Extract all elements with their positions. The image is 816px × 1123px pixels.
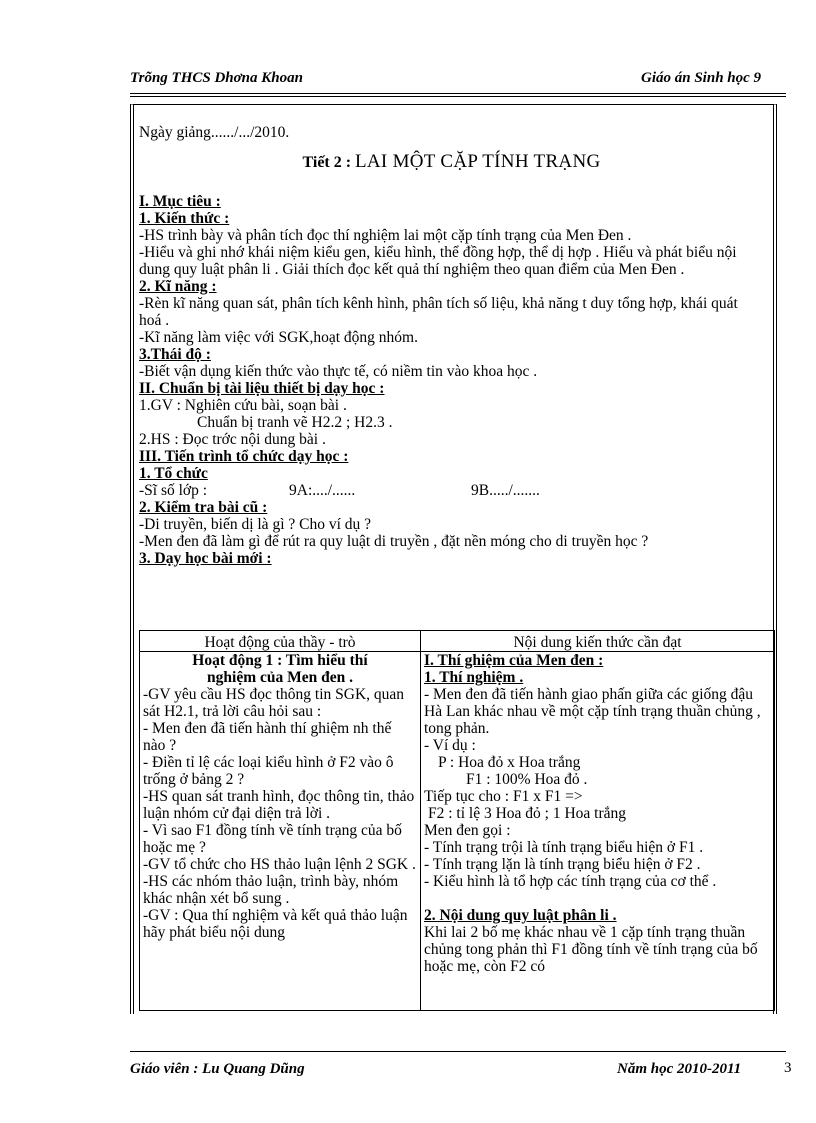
attendance-9a: 9A:..../...... — [289, 482, 356, 499]
header-teacher-student: Hoạt động của thầy - trò — [140, 631, 421, 652]
content-text: - Men đen đã tiến hành giao phấn giữa các giống đậu Hà Lan khác nhau về một cặp tính trạng thuần chủng , tong phản. — [424, 686, 761, 737]
section-objectives: I. Mục tiêu : — [139, 193, 221, 210]
teacher-activity-cell — [140, 652, 421, 1011]
content-text: - Ví dụ : — [424, 737, 476, 754]
content-subheading: 1. Thí nghiệm . — [424, 669, 524, 686]
activity-line: - Điền tỉ lệ các loại kiểu hình ở F2 vào ô trống ở bảng 2 ? — [143, 754, 394, 788]
activity-line: -GV tổ chức cho HS thảo luận lệnh 2 SGK . — [143, 856, 416, 873]
footer-teacher: Giáo viên : Lu Quang Dũng — [130, 1061, 305, 1077]
footer-year: Năm học 2010-2011 — [617, 1061, 742, 1077]
cross-f2: F2 : tỉ lệ 3 Hoa đỏ ; 1 Hoa trắng — [428, 805, 627, 822]
subsection-knowledge: 1. Kiến thức : — [139, 210, 230, 227]
header-rule-2 — [130, 96, 786, 97]
page-number: 3 — [784, 1060, 792, 1076]
table-header-row — [140, 631, 775, 652]
subsection-attitude: 3.Thái độ : — [139, 346, 211, 363]
header-rule — [130, 93, 786, 94]
knowledge-item: -Hiểu và ghi nhớ khái niệm kiểu gen, kiểu hình, thể đồng hợp, thể dị hợp . Hiểu và phát biểu nội dung quy luật phân li . Giải thích đọc kết quả thí nghiệm theo quan điểm của Men Đen . — [139, 244, 737, 278]
content-text: Men đen gọi : — [424, 822, 511, 839]
cross-f1: F1 : 100% Hoa đỏ . — [466, 771, 588, 788]
lesson-name: LAI MỘT CẶP TÍNH TRẠNG — [354, 151, 601, 172]
knowledge-content-cell — [421, 652, 775, 1011]
attendance-line — [139, 482, 764, 499]
lesson-number: Tiết 2 : — [302, 154, 352, 171]
attendance-label: -Sĩ số lớp : — [139, 482, 208, 499]
header-subject: Giáo án Sinh học 9 — [641, 70, 762, 86]
section-preparation: II. Chuẩn bị tài liệu thiết bị dạy học : — [139, 380, 385, 397]
table-row — [140, 652, 775, 1011]
cross-continue: Tiếp tục cho : F1 x F1 => — [424, 788, 583, 805]
section-procedure: III. Tiến trình tổ chức dạy học : — [139, 448, 349, 465]
header-knowledge: Nội dung kiến thức cần đạt — [421, 631, 775, 652]
activity-line: -GV : Qua thí nghiệm và kết quả thảo luận hãy phát biểu nội dung — [143, 907, 408, 941]
activity-line: - Men đen đã tiến hành thí ghiệm nh thế nào ? — [143, 720, 392, 754]
subsection-review: 2. Kiểm tra bài cũ : — [139, 499, 268, 516]
prep-teacher-materials: Chuẩn bị tranh vẽ H2.2 ; H2.3 . — [197, 414, 393, 431]
skill-item: -Rèn kĩ năng quan sát, phân tích kênh hình, phân tích số liệu, khả năng t duy tổng hợp, khái quát hoá . — [139, 295, 738, 329]
activity-line: -HS các nhóm thảo luận, trình bày, nhóm khác nhận xét bổ sung . — [143, 873, 399, 907]
content-subheading: 2. Nội dung quy luật phân li . — [424, 907, 617, 924]
activity-title: Hoạt động 1 : Tìm hiểu thí — [192, 652, 368, 669]
lesson-title — [139, 153, 764, 171]
activity-line: - Vì sao F1 đồng tính về tính trạng của bố hoặc mẹ ? — [143, 822, 402, 856]
subsection-new-lesson: 3. Dạy học bài mới : — [139, 550, 272, 567]
teaching-date: Ngày giảng....../.../2010. — [139, 124, 290, 141]
prep-student: 2.HS : Đọc trớc nội dung bài . — [139, 431, 326, 448]
activity-title-cont: nghiệm của Men đen . — [207, 669, 353, 686]
activity-table — [139, 630, 775, 1011]
activity-line: -GV yêu cầu HS đọc thông tin SGK, quan sát H2.1, trả lời câu hỏi sau : — [143, 686, 405, 720]
lesson-body — [139, 124, 764, 567]
content-heading: I. Thí ghiệm của Men đen : — [424, 652, 604, 669]
cross-parents: P : Hoa đỏ x Hoa trắng — [438, 754, 581, 771]
subsection-skills: 2. Kĩ năng : — [139, 278, 217, 295]
subsection-organization: 1. Tổ chức — [139, 465, 208, 482]
definition-dominant: - Tính trạng trội là tính trạng biểu hiện ở F1 . — [424, 839, 704, 856]
footer-rule — [130, 1051, 786, 1052]
prep-teacher: 1.GV : Nghiên cứu bài, soạn bài . — [139, 397, 347, 414]
header-school: Trõng THCS Dhơna Khoan — [130, 70, 303, 86]
definition-phenotype: - Kiểu hình là tổ hợp các tính trạng của cơ thể . — [424, 873, 717, 890]
review-question: -Men đen đã làm gì để rút ra quy luật di truyền , đặt nền móng cho di truyền học ? — [139, 533, 649, 550]
review-question: -Di truyền, biến dị là gì ? Cho ví dụ ? — [139, 516, 372, 533]
content-text: Khi lai 2 bố mẹ khác nhau về 1 cặp tính trạng thuần chủng tong phản thì F1 đồng tính về tính trạng của bố hoặc mẹ, còn F2 có — [424, 924, 758, 975]
skill-item: -Kĩ năng làm việc với SGK,hoạt động nhóm. — [139, 329, 418, 346]
attendance-9b: 9B...../....... — [471, 482, 540, 499]
definition-recessive: - Tính trạng lặn là tính trạng biểu hiện ở F2 . — [424, 856, 701, 873]
activity-line: -HS quan sát tranh hình, đọc thông tin, thảo luận nhóm cử đại diện trả lời . — [143, 788, 415, 822]
knowledge-item: -HS trình bày và phân tích đọc thí nghiệm lai một cặp tính trạng của Men Đen . — [139, 227, 632, 244]
attitude-item: -Biết vận dụng kiến thức vào thực tế, có niềm tin vào khoa học . — [139, 363, 538, 380]
